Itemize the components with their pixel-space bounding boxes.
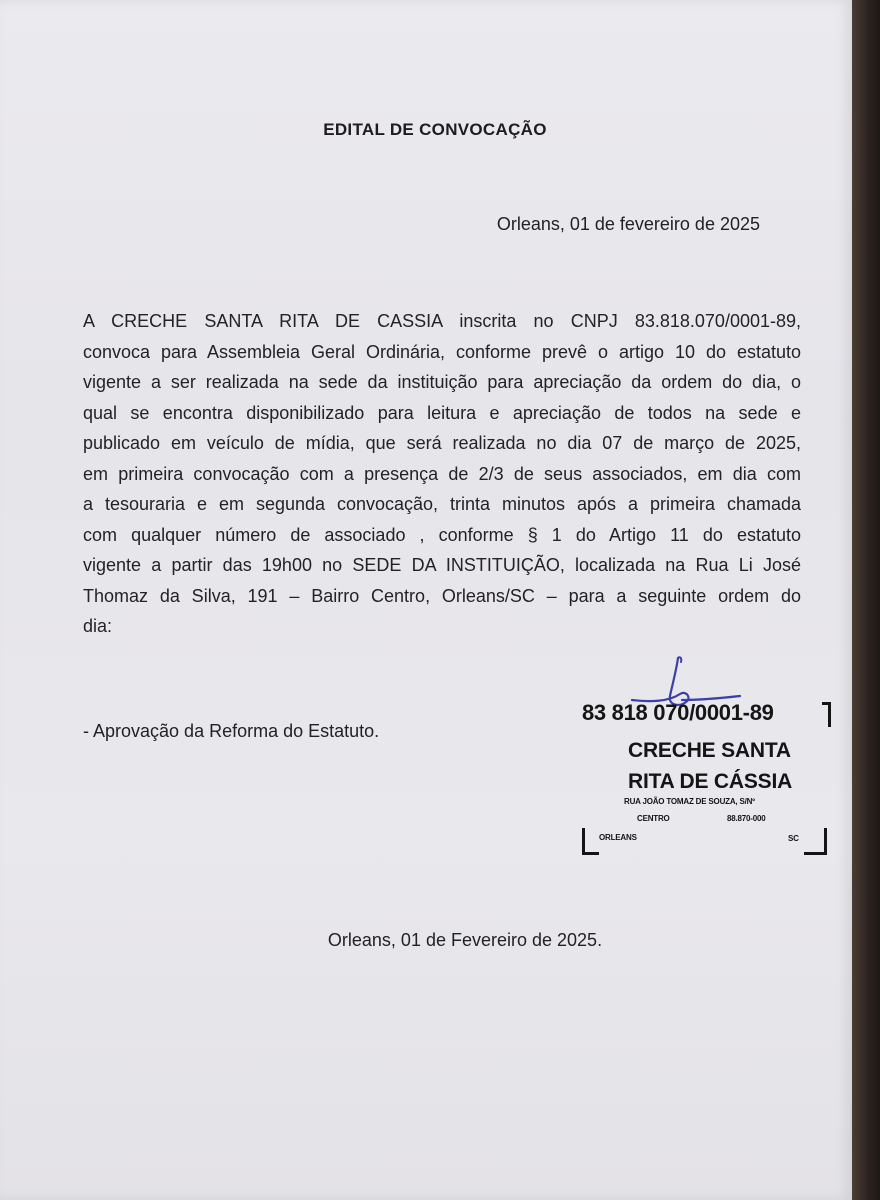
body-line: qual se encontra disponibilizado para leitura e apreciação de todos na sede e (83, 402, 801, 423)
background-edge (852, 0, 880, 1200)
stamp-cnpj: 83 818 070/0001-89 (582, 700, 774, 725)
stamp-name-line: RITA DE CÁSSIA (628, 770, 793, 793)
stamp-city: ORLEANS (599, 833, 637, 842)
body-line: publicado em veículo de mídia, que será realizada no dia 07 de março de 2025, (83, 433, 801, 453)
convocation-body (83, 306, 801, 642)
stamp-cep: 88.870-000 (727, 814, 766, 823)
date-header: Orleans, 01 de fevereiro de 2025 (496, 214, 760, 234)
stamp-corner-bottom-right (804, 828, 827, 855)
date-footer: Orleans, 01 de Fevereiro de 2025. (327, 930, 603, 950)
body-line: Thomaz da Silva, 191 – Bairro Centro, Orleans/SC – para a seguinte ordem do (83, 585, 801, 606)
stamp-address: RUA JOÃO TOMAZ DE SOUZA, S/Nº (624, 797, 755, 806)
stamp-district: CENTRO (637, 814, 670, 823)
body-line: dia: (83, 616, 113, 636)
stamp-institution-name (628, 735, 792, 797)
body-line: em primeira convocação com a presença de 2/3 de seus associados, em dia com (83, 463, 801, 484)
stamp-corner-bottom-left (582, 828, 599, 855)
document-title: EDITAL DE CONVOCAÇÃO (323, 120, 547, 139)
body-line: a tesouraria e em segunda convocação, trinta minutos após a primeira chamada (83, 494, 801, 514)
stamp-state: SC (788, 834, 799, 843)
agenda-item: - Aprovação da Reforma do Estatuto. (83, 721, 380, 741)
institution-stamp (582, 700, 832, 860)
body-line: A CRECHE SANTA RITA DE CASSIA inscrita no CNPJ 83.818.070/0001-89, (83, 311, 801, 331)
stamp-corner-top-right (822, 702, 831, 727)
body-line: vigente a partir das 19h00 no SEDE DA INSTITUIÇÃO, localizada na Rua Li José (83, 555, 801, 575)
stamp-name-line: CRECHE SANTA (628, 739, 791, 762)
body-line: com qualquer número de associado , conforme § 1 do Artigo 11 do estatuto (83, 524, 801, 545)
body-line: vigente a ser realizada na sede da instituição para apreciação da ordem do dia, o (83, 372, 801, 392)
body-line: convoca para Assembleia Geral Ordinária, conforme prevê o artigo 10 do estatuto (83, 341, 801, 362)
